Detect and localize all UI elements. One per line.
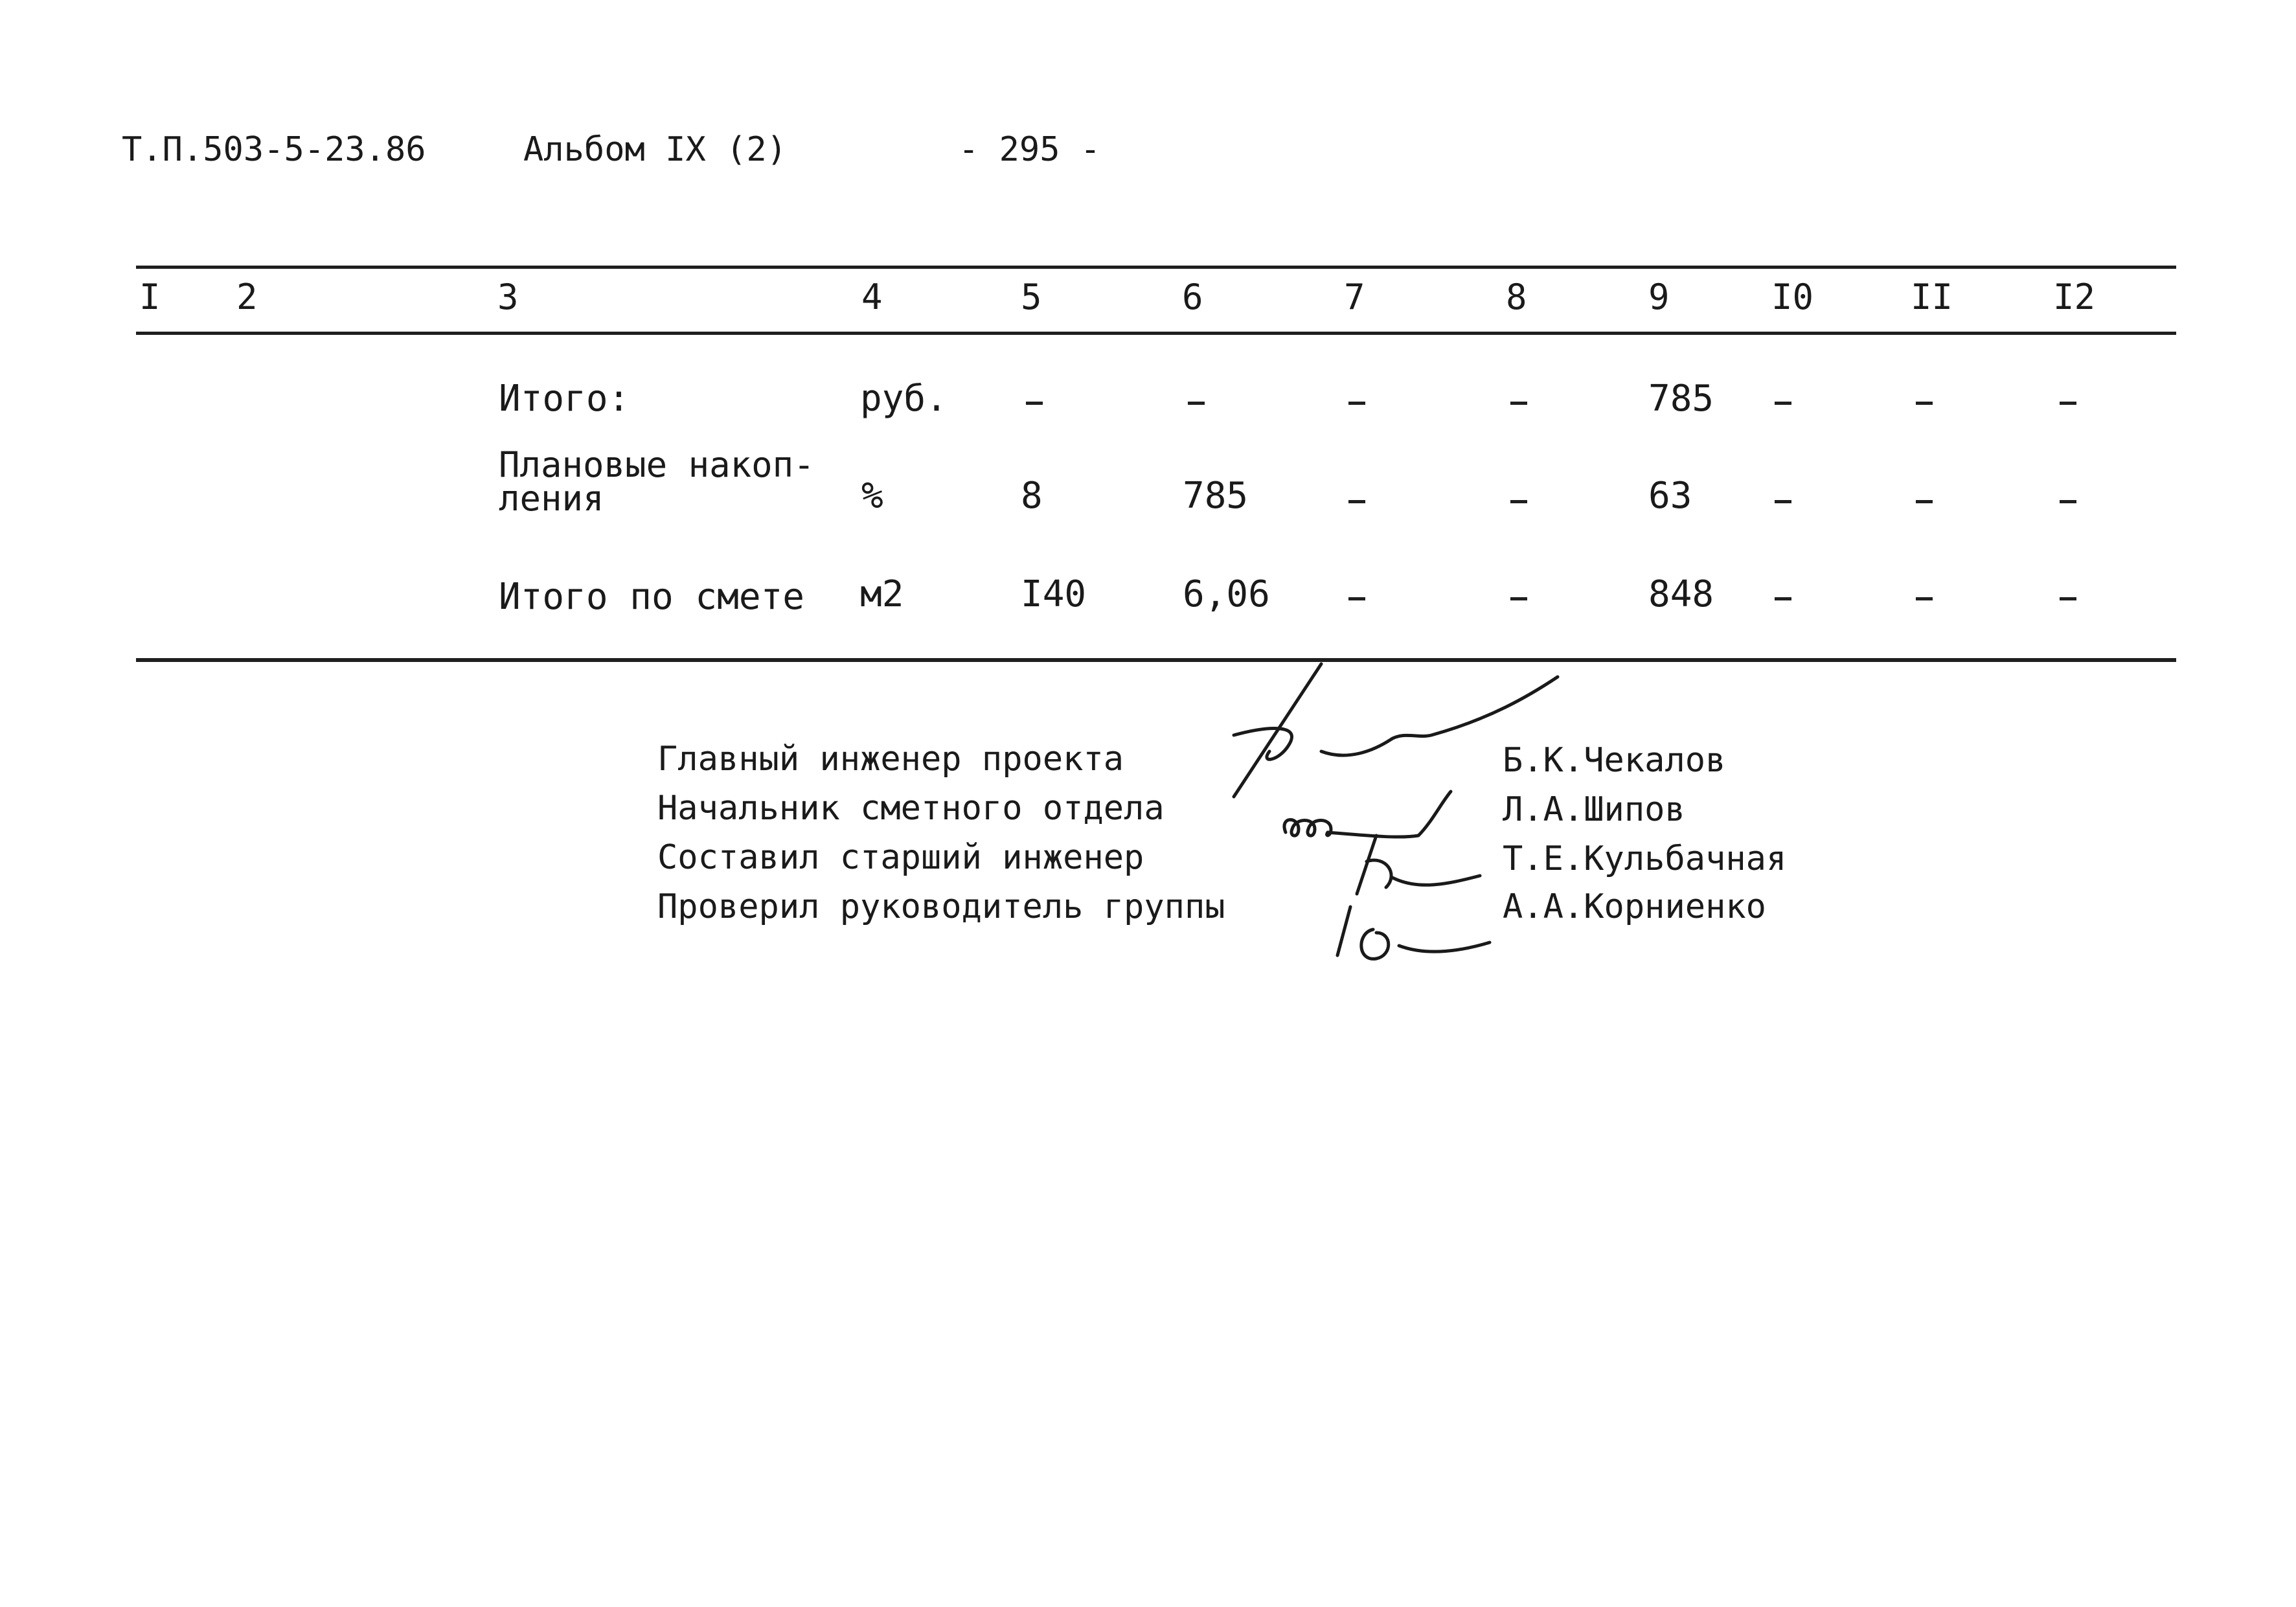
doc-code: Т.П.503-5-23.86 xyxy=(122,130,426,169)
signature-3 xyxy=(1357,836,1480,894)
column-number: II xyxy=(1911,277,1953,317)
signatory-name: Т.Е.Кульбачная xyxy=(1503,839,1787,878)
dash-c10 xyxy=(1775,402,1791,405)
column-number: I xyxy=(139,277,161,317)
column-number: 3 xyxy=(497,277,519,317)
dash-c11 xyxy=(1916,597,1933,600)
dash-c12 xyxy=(2060,597,2076,600)
column-number: 5 xyxy=(1021,277,1042,317)
dash-c10 xyxy=(1775,597,1791,600)
table-bottom-rule xyxy=(136,658,2176,662)
row-c5: 8 xyxy=(1021,475,1043,517)
dash-c10 xyxy=(1775,500,1791,503)
signatory-title: Составил старший инженер xyxy=(657,838,1144,877)
dash-c6 xyxy=(1188,402,1205,405)
dash-c8 xyxy=(1510,500,1527,503)
signatory-name: А.А.Корниенко xyxy=(1503,887,1766,926)
row-c9: 848 xyxy=(1648,573,1714,615)
row-unit: руб. xyxy=(860,378,948,420)
album-title: Альбом IX (2) xyxy=(523,130,787,169)
column-number: I2 xyxy=(2053,277,2096,317)
dash-c8 xyxy=(1510,402,1527,405)
signature-4 xyxy=(1337,907,1490,959)
column-number: 9 xyxy=(1648,277,1670,317)
dash-c12 xyxy=(2060,402,2076,405)
signatory-title: Проверил руководитель группы xyxy=(657,887,1225,926)
dash-c11 xyxy=(1916,402,1933,405)
signatory-title: Главный инженер проекта xyxy=(657,740,1124,779)
column-number: 8 xyxy=(1506,277,1527,317)
row-c9: 63 xyxy=(1648,475,1692,517)
row-label: Итого: xyxy=(499,378,630,420)
dash-c8 xyxy=(1510,597,1527,600)
row-c6: 785 xyxy=(1183,475,1249,517)
column-number: I0 xyxy=(1771,277,1814,317)
column-number: 4 xyxy=(861,277,883,317)
row-label-line1: Плановые накоп- xyxy=(499,444,815,485)
row-unit: м2 xyxy=(860,573,904,615)
dash-c7 xyxy=(1348,597,1365,600)
row-label xyxy=(499,444,815,519)
row-label-line2: ления xyxy=(499,478,604,519)
row-label: Итого по смете xyxy=(499,576,805,618)
page-number: - 295 - xyxy=(959,130,1101,169)
row-c6: 6,06 xyxy=(1183,573,1270,615)
table-top-rule xyxy=(136,266,2176,269)
signatory-name: Л.А.Шипов xyxy=(1503,790,1685,829)
row-c9: 785 xyxy=(1648,378,1714,420)
dash-c11 xyxy=(1916,500,1933,503)
signatory-name: Б.К.Чекалов xyxy=(1503,741,1726,780)
dash-c7 xyxy=(1348,500,1365,503)
table-header-rule xyxy=(136,332,2176,335)
row-unit: % xyxy=(861,475,883,517)
column-number: 2 xyxy=(236,277,258,317)
dash-c5 xyxy=(1026,402,1043,405)
signatory-title: Начальник сметного отдела xyxy=(657,789,1165,828)
column-number: 7 xyxy=(1344,277,1365,317)
dash-c12 xyxy=(2060,500,2076,503)
dash-c7 xyxy=(1348,402,1365,405)
column-number: 6 xyxy=(1182,277,1203,317)
row-c5: I40 xyxy=(1021,573,1087,615)
signature-2 xyxy=(1284,792,1451,837)
